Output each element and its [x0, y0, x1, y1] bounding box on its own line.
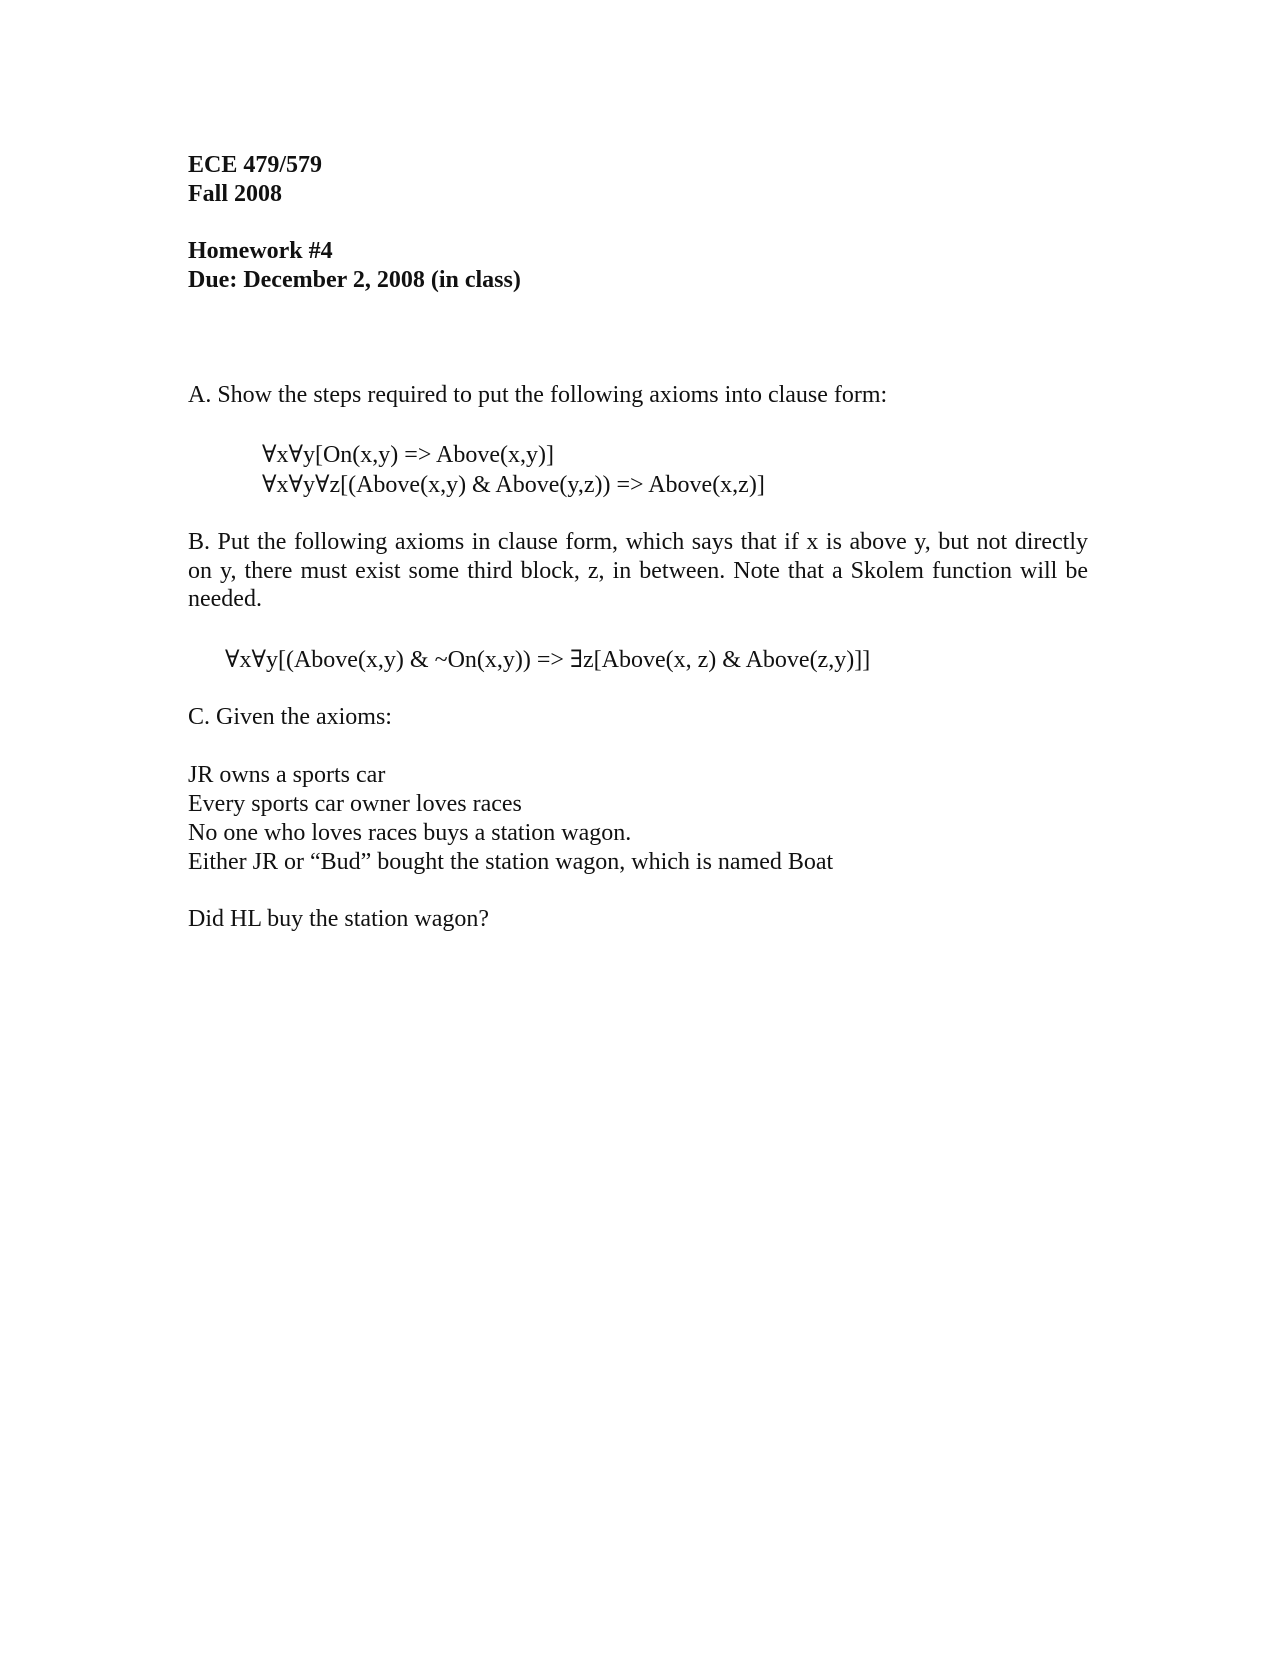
- term: Fall 2008: [188, 181, 282, 207]
- due-date: Due: December 2, 2008 (in class): [188, 267, 521, 293]
- section-a-prompt: A. Show the steps required to put the following axioms into clause form:: [188, 382, 888, 408]
- section-a-axiom-1: ∀x∀y[On(x,y) => Above(x,y)]: [262, 442, 554, 468]
- section-c-axiom: Either JR or “Bud” bought the station wagon, which is named Boat: [188, 849, 834, 875]
- section-a-axiom-2: ∀x∀y∀z[(Above(x,y) & Above(y,z)) => Above(x,z)]: [262, 472, 765, 498]
- section-c-axiom: JR owns a sports car: [188, 762, 386, 788]
- homework-title: Homework #4: [188, 238, 333, 264]
- course-title: ECE 479/579: [188, 152, 323, 178]
- section-b-prompt: B. Put the following axioms in clause form, which says that if x is above y, but not directly on y, there must exist some third block, z, in between. Note that a Skolem function will be needed.: [188, 529, 1088, 612]
- section-b-axiom: ∀x∀y[(Above(x,y) & ~On(x,y)) => ∃z[Above(x, z) & Above(z,y)]]: [225, 647, 871, 673]
- section-c-prompt: C. Given the axioms:: [188, 704, 392, 730]
- section-c-axiom: No one who loves races buys a station wagon.: [188, 820, 632, 846]
- section-c-axiom: Every sports car owner loves races: [188, 791, 522, 817]
- section-c-question: Did HL buy the station wagon?: [188, 906, 490, 932]
